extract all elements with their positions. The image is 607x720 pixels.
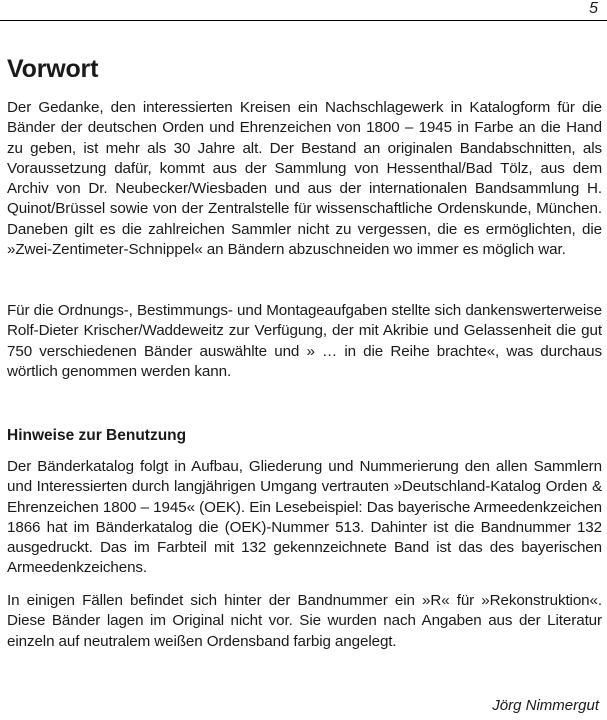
header-rule <box>0 20 607 21</box>
author-signature: Jörg Nimmergut <box>492 697 599 714</box>
page-title: Vorwort <box>7 55 99 83</box>
page-number: 5 <box>589 0 598 17</box>
section-heading: Hinweise zur Benutzung <box>7 427 187 444</box>
intro-paragraph-1: Der Gedanke, den interessierten Kreisen ein Nachschlagewerk in Katalogform für die Bänder der deutschen Orden und Ehrenzeichen von 1800 – 1945 in Farbe an die Hand zu geben, ist mehr als 30 Jahre alt. Der Bestand an originalen Bandabschnitten, als Voraussetzung dafür, kommt aus der Sammlung von Hessenthal/Bad Tölz, aus dem Archiv von Dr. Neubecker/Wiesbaden und aus der internationalen Bandsammlung H. Quinot/Brüssel sowie von der Zentralstelle für wissenschaftliche Ordenskunde, München. Daneben gilt es die zahlreichen Sammler nicht zu vergessen, die es ermöglichten, die »Zwei-Zentimeter-Schnippel« an Bändern abzuschneiden wo immer es möglich war. <box>7 99 602 259</box>
intro-paragraph-2: Für die Ordnungs-, Bestimmungs- und Montageaufgaben stellte sich dankenswerterweise Rolf-Dieter Krischer/Waddeweitz zur Verfügung, der mit Akribie und Gelassenheit die gut 750 verschiedenen Bänder auswählte und » … in die Reihe brachte«, was durchaus wörtlich genommen werden kann. <box>7 302 602 380</box>
usage-paragraph-2: In einigen Fällen befindet sich hinter der Bandnummer ein »R« für »Rekonstruktion«. Diese Bänder lagen im Original nicht vor. Sie wurden nach Angaben aus der Literatur einzeln auf neutralem weißen Ordensband farbig angelegt. <box>7 592 602 650</box>
usage-paragraph-1: Der Bänderkatalog folgt in Aufbau, Gliederung und Nummerierung den allen Sammlern und Interessierten durch langjährigen Umgang vertrauten »Deutschland-Katalog Orden & Ehrenzeichen 1800 – 1945« (OEK). Ein Lesebeispiel: Das bayerische Armeedenkzeichen 1866 hat im Bänderkatalog die (OEK)-Nummer 513. Dahinter ist die Bandnummer 132 ausgedruckt. Das im Farbteil mit 132 gekennzeichnete Band ist das des bayerischen Armeedenkzeichens. <box>7 458 602 577</box>
